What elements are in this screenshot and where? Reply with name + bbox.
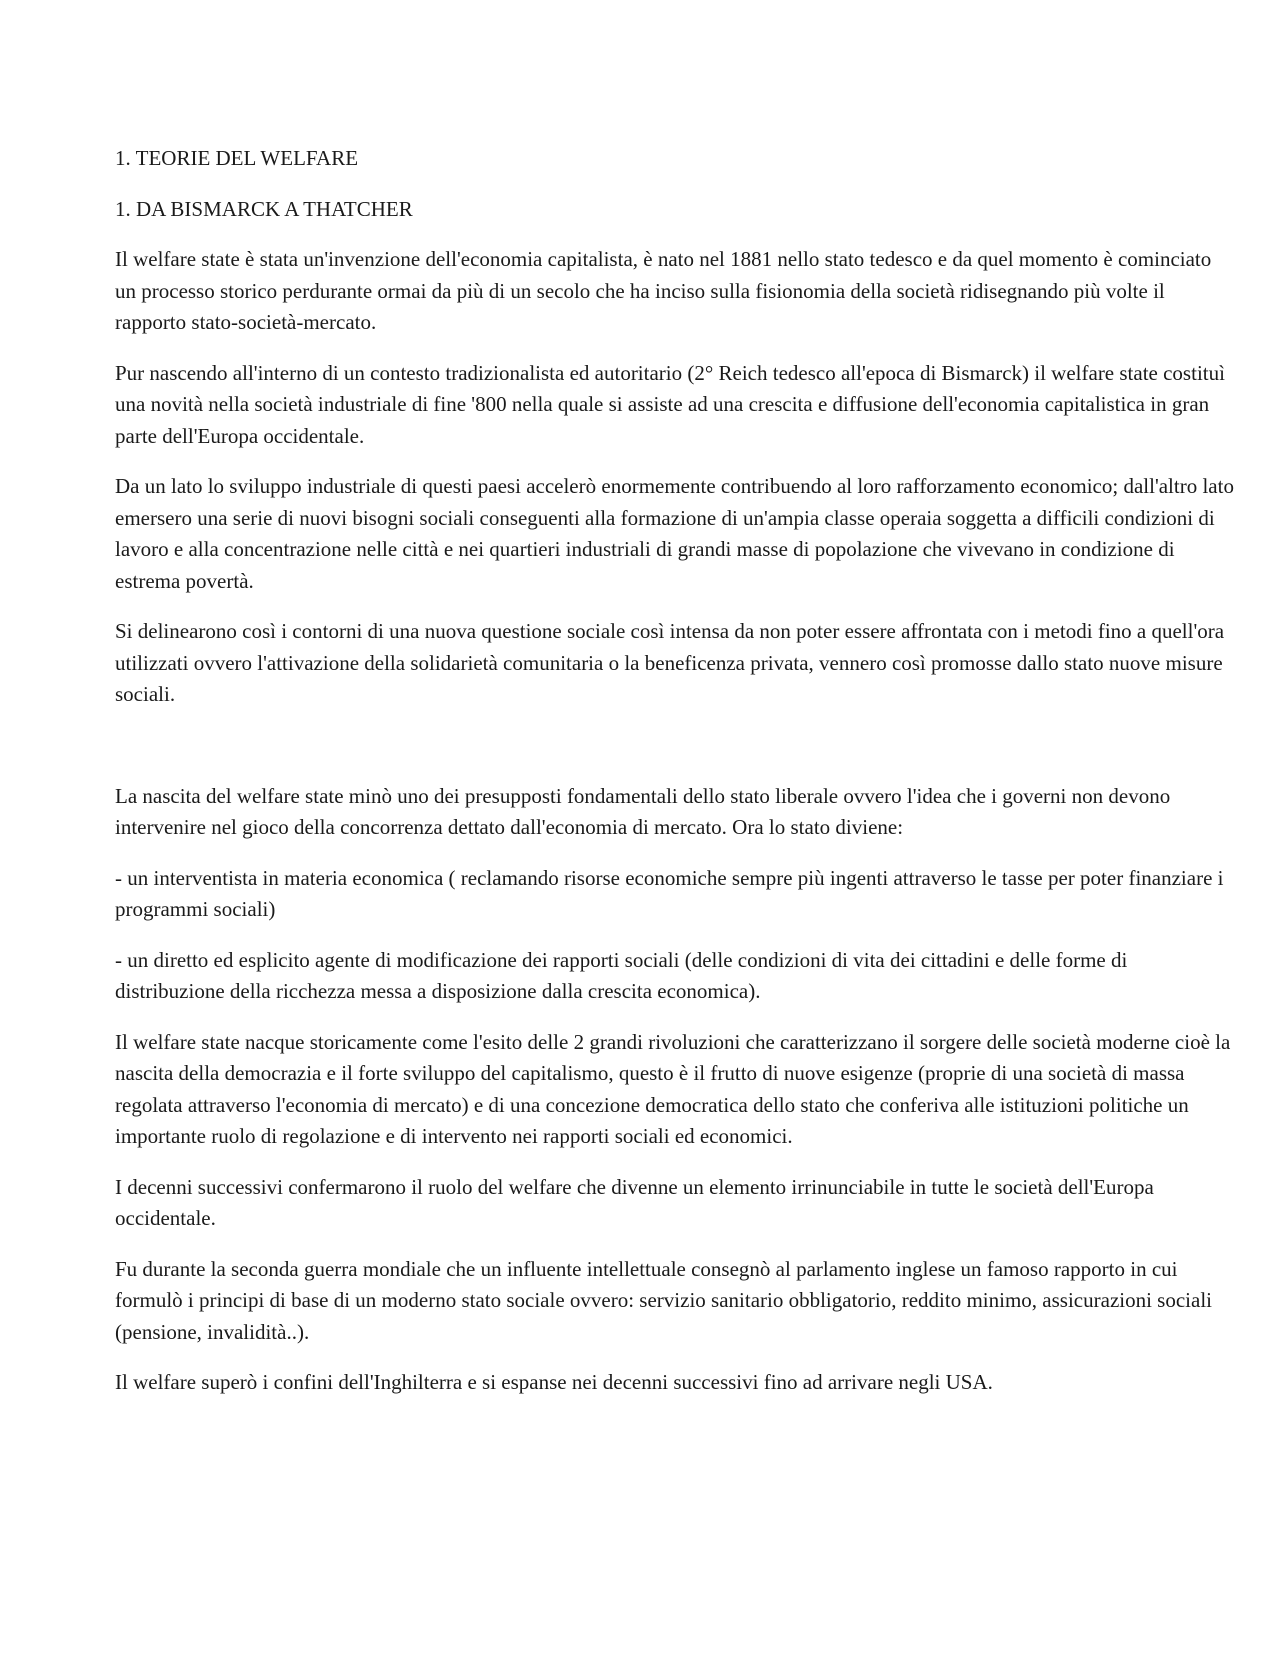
paragraph-2: Pur nascendo all'interno di un contesto tradizionalista ed autoritario (2° Reich tedesco all'epoca di Bismarck) il welfare state costituì una novità nella società industriale di fine '800 nella quale si assiste ad una crescita e diffusione dell'economia capitalistica in gran parte dell'Europa occidentale. bbox=[115, 360, 1225, 448]
paragraph-5: La nascita del welfare state minò uno dei presupposti fondamentali dello stato liberale ovvero l'idea che i governi non devono intervenire nel gioco della concorrenza dettato dall'economia di mercato. Ora lo stato diviene: bbox=[115, 783, 1171, 839]
paragraph-9: Il welfare superò i confini dell'Inghilterra e si espanse nei decenni successivi fino ad arrivare negli USA. bbox=[115, 1370, 993, 1394]
chapter-heading: 1. TEORIE DEL WELFARE bbox=[115, 146, 359, 170]
blank-spacer bbox=[115, 730, 1237, 781]
paragraph-4: Si delinearono così i contorni di una nuova questione sociale così intensa da non poter essere affrontata con i metodi fino a quell'ora utilizzati ovvero l'attivazione della solidarietà comunitaria o la beneficenza privata, vennero così promosse dallo stato nuove misure sociali. bbox=[115, 619, 1225, 706]
paragraph-6: Il welfare state nacque storicamente come l'esito delle 2 grandi rivoluzioni che caratterizzano il sorgere delle società moderne cioè la nascita della democrazia e il forte sviluppo del capitalismo, questo è il frutto di nuove esigenze (proprie di una società di massa regolata attraverso l'economia di mercato) e di una concezione democratica dello stato che conferiva alle istituzioni politiche un importante ruolo di regolazione e di intervento nei rapporti sociali ed economici. bbox=[115, 1029, 1231, 1148]
document-body bbox=[115, 143, 1237, 1418]
paragraph-8: Fu durante la seconda guerra mondiale che un influente intellettuale consegnò al parlamento inglese un famoso rapporto in cui formulò i principi di base di un moderno stato sociale ovvero: servizio sanitario obbligatorio, reddito minimo, assicurazioni sociali (pensione, invalidità..). bbox=[115, 1256, 1213, 1344]
paragraph-7: I decenni successivi confermarono il ruolo del welfare che divenne un elemento irrinunciabile in tutte le società dell'Europa occidentale. bbox=[115, 1174, 1154, 1230]
list-item-interventista: - un interventista in materia economica ( reclamando risorse economiche sempre più ingenti attraverso le tasse per poter finanziare i programmi sociali) bbox=[115, 865, 1224, 921]
list-item-agente: - un diretto ed esplicito agente di modificazione dei rapporti sociali (delle condizioni di vita dei cittadini e delle forme di distribuzione della ricchezza messa a disposizione dalla crescita economica). bbox=[115, 947, 1128, 1003]
section-heading: 1. DA BISMARCK A THATCHER bbox=[115, 196, 413, 221]
paragraph-3: Da un lato lo sviluppo industriale di questi paesi accelerò enormemente contribuendo al loro rafforzamento economico; dall'altro lato emersero una serie di nuovi bisogni sociali conseguenti alla formazione di un'ampia classe operaia soggetta a difficili condizioni di lavoro e alla concentrazione nelle città e nei quartieri industriali di grandi masse di popolazione che vivevano in condizione di estrema povertà. bbox=[115, 474, 1234, 593]
paragraph-1: Il welfare state è stata un'invenzione dell'economia capitalista, è nato nel 1881 nello stato tedesco e da quel momento è cominciato un processo storico perdurante ormai da più di un secolo che ha inciso sulla fisionomia della società ridisegnando più volte il rapporto stato-società-mercato. bbox=[115, 247, 1212, 334]
